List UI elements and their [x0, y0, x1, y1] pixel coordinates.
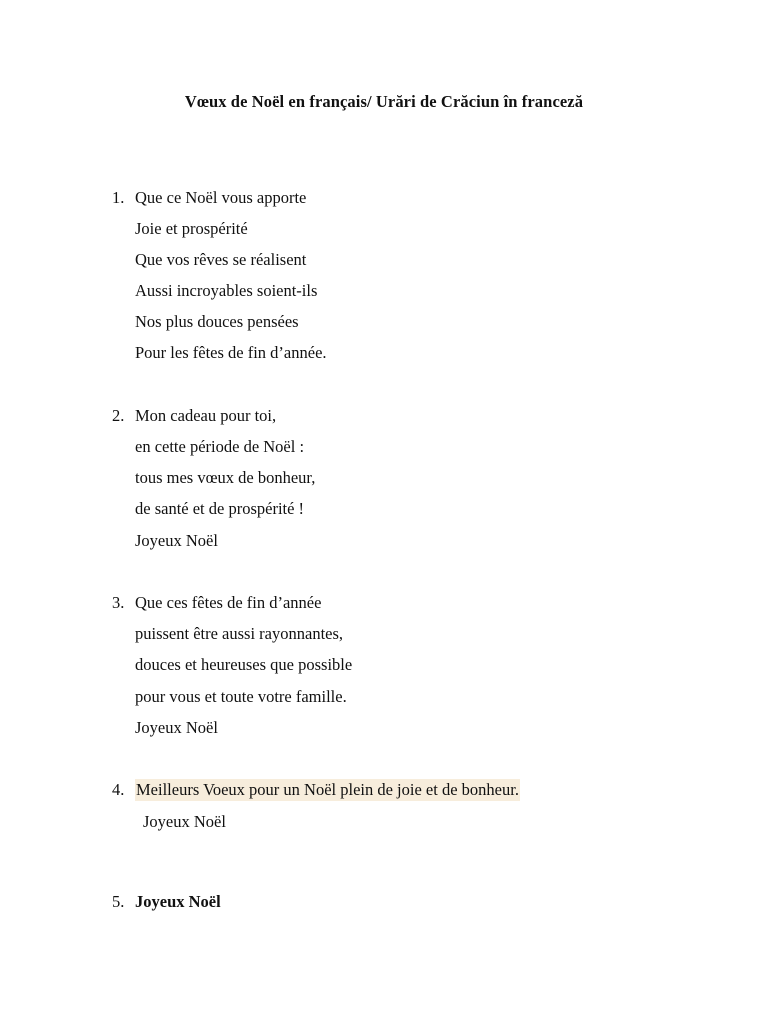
document-title: Vœux de Noël en français/ Urări de Crăciun în franceză — [184, 92, 584, 111]
list-number-2: 2. — [112, 406, 125, 425]
list-item-3-line-4: pour vous et toute votre famille. — [135, 687, 347, 706]
list-number-5: 5. — [112, 892, 125, 911]
list-item-3-line-5: Joyeux Noël — [135, 718, 218, 737]
list-number-1: 1. — [112, 188, 125, 207]
list-item-1-line-2: Joie et prospérité — [135, 219, 248, 238]
list-item-4-line-1 — [135, 780, 520, 800]
list-item-1-line-5: Nos plus douces pensées — [135, 312, 299, 331]
list-item-2-line-4: de santé et de prospérité ! — [135, 499, 305, 518]
list-item-2-line-2: en cette période de Noël : — [135, 437, 305, 456]
list-item-5-line-1: Joyeux Noël — [135, 892, 221, 911]
list-number-3: 3. — [112, 593, 125, 612]
list-number-4: 4. — [112, 780, 125, 799]
list-item-3-line-2: puissent être aussi rayonnantes, — [135, 624, 344, 643]
list-item-3-line-1: Que ces fêtes de fin d’année — [135, 593, 322, 612]
list-item-2-line-1: Mon cadeau pour toi, — [135, 406, 277, 425]
list-item-3-line-3: douces et heureuses que possible — [135, 655, 353, 674]
list-item-1-line-3: Que vos rêves se réalisent — [135, 250, 307, 269]
list-item-2-line-3: tous mes vœux de bonheur, — [135, 468, 316, 487]
list-item-1-line-4: Aussi incroyables soient-ils — [135, 281, 318, 300]
list-item-1-line-1: Que ce Noël vous apporte — [135, 188, 307, 207]
list-item-2-line-5: Joyeux Noël — [135, 531, 218, 550]
list-item-4-line-2: Joyeux Noël — [143, 812, 226, 831]
highlighted-text: Meilleurs Voeux pour un Noël plein de joie et de bonheur. — [136, 780, 519, 799]
list-item-1-line-6: Pour les fêtes de fin d’année. — [135, 343, 327, 362]
